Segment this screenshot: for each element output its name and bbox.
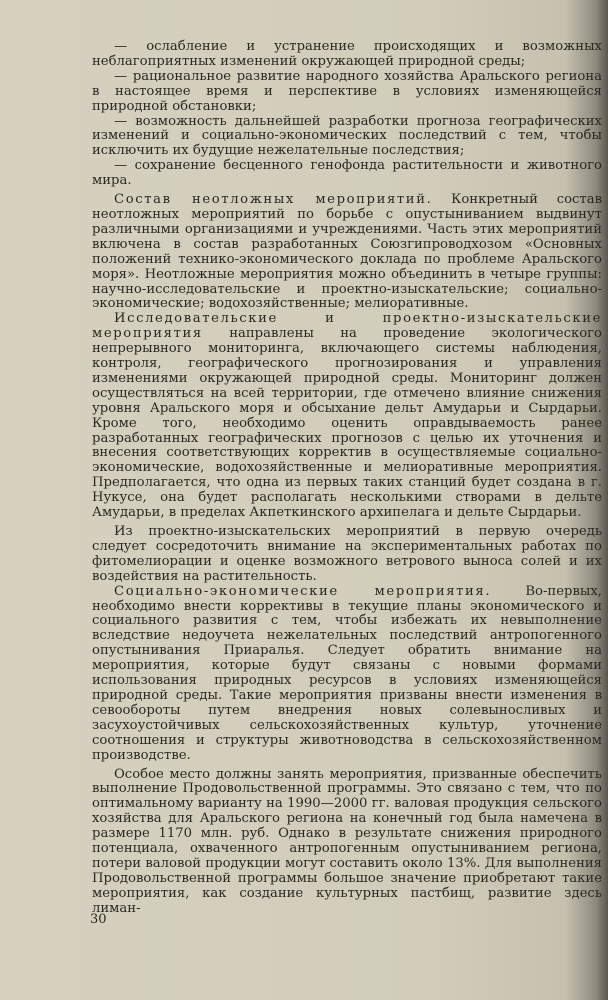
- paragraph: [92, 193, 602, 312]
- paragraph-body: Конкретный состав неотложных мероприятий по борьбе с опустыниванием выдвинут различными организациями и учреждениями. Часть этих мероприятий включена в состав разработанных Союзгипроводхозом «Основных положений технико-экономического доклада по проблеме Аральского моря». Неотложные мероприятия можно объединить в четыре группы: научно-исследовательские и проектно-изыскательские; социально-экономические; водохозяйственные; мелиоративные.: [92, 192, 602, 312]
- paragraph-body: Из проектно-изыскательских мероприятий в первую очередь следует сосредоточить внимание на экспериментальных работах по фитомелиорации и оценке возможного ветрового выноса солей и их воздействия на растительность.: [92, 524, 602, 584]
- paragraph-body: Особое место должны занять мероприятия, призванные обеспечить выполнение Продовольственной программы. Это связано с тем, что по оптимальному варианту на 1990—2000 гг. валовая продукция сельского хозяйства для Аральского региона на конечный год была намечена в размере 1170 млн. руб. Однако в результате снижения природного потенциала, охваченного антропогенным опустыниванием региона, потери валовой продукции могут составить около 13%. Для выполнения Продовольственной программы большое значение приобретают такие мероприятия, как создание культурных пастбищ, развитие здесь лиман-: [92, 766, 602, 916]
- page-text: [92, 40, 602, 917]
- list-item: — рациональное развитие народного хозяйства Аральского региона в настоящее время и перспективе в условиях изменяющейся природной обстановки;: [92, 68, 602, 114]
- section-heading: Социально-экономические мероприятия.: [114, 583, 492, 599]
- section-heading: Исследовательские и проектно-изыскательские мероприятия: [92, 311, 602, 342]
- paragraph: [92, 312, 602, 521]
- section-heading: Состав неотложных мероприятий.: [114, 192, 433, 208]
- page-number: 30: [90, 912, 107, 927]
- paragraph: [92, 525, 602, 585]
- paragraph: [92, 768, 602, 917]
- list-item: — возможность дальнейшей разработки прогноза географических изменений и социально-экономических последствий с тем, чтобы исключить их будущие нежелательные последствия;: [92, 113, 602, 159]
- list-item: — ослабление и устранение происходящих и возможных неблагоприятных изменений окружающей природной среды;: [92, 39, 602, 69]
- paragraph-body: направлены на проведение экологического непрерывного мониторинга, включающего системы наблюдения, контроля, географического прогнозирования и управления изменениями окружающей природной среды. Мониторинг должен осуществляться на всей территории, где отмечено влияние снижения уровня Аральского моря и обсыхание дельт Амударьи и Сырдарьи. Кроме того, необходимо оценить оправдываемость ранее разработанных географических прогнозов с целью их уточнения и внесения соответствующих корректив в осуществляемые социально-экономические, водохозяйственные и мелиоративные мероприятия. Предполагается, что одна из первых таких станций будет создана в г. Нукусе, она будет располагать несколькими створами в дельте Амударьи, в пределах Акпеткинского архипелага и дельте Сырдарьи.: [92, 326, 602, 521]
- list-item: — сохранение бесценного генофонда растительности и животного мира.: [92, 158, 602, 189]
- paragraph-body: Во-первых, необходимо внести коррективы в текущие планы экономического и социального развития с тем, чтобы избежать их невыполнение вследствие недоучета нежелательных последствий антропогенного опустынивания Приаралья. Следует обратить внимание на мероприятия, которые будут связаны с новыми формами использования природных ресурсов в условиях изменяющейся природной среды. Такие мероприятия призваны внести изменения в севообороты путем внедрения новых солевыносливых и засухоустойчивых сельскохозяйственных культур, уточнение соотношения и структуры животноводства в сельскохозяйственном производстве.: [92, 583, 602, 763]
- paragraph: [92, 585, 602, 764]
